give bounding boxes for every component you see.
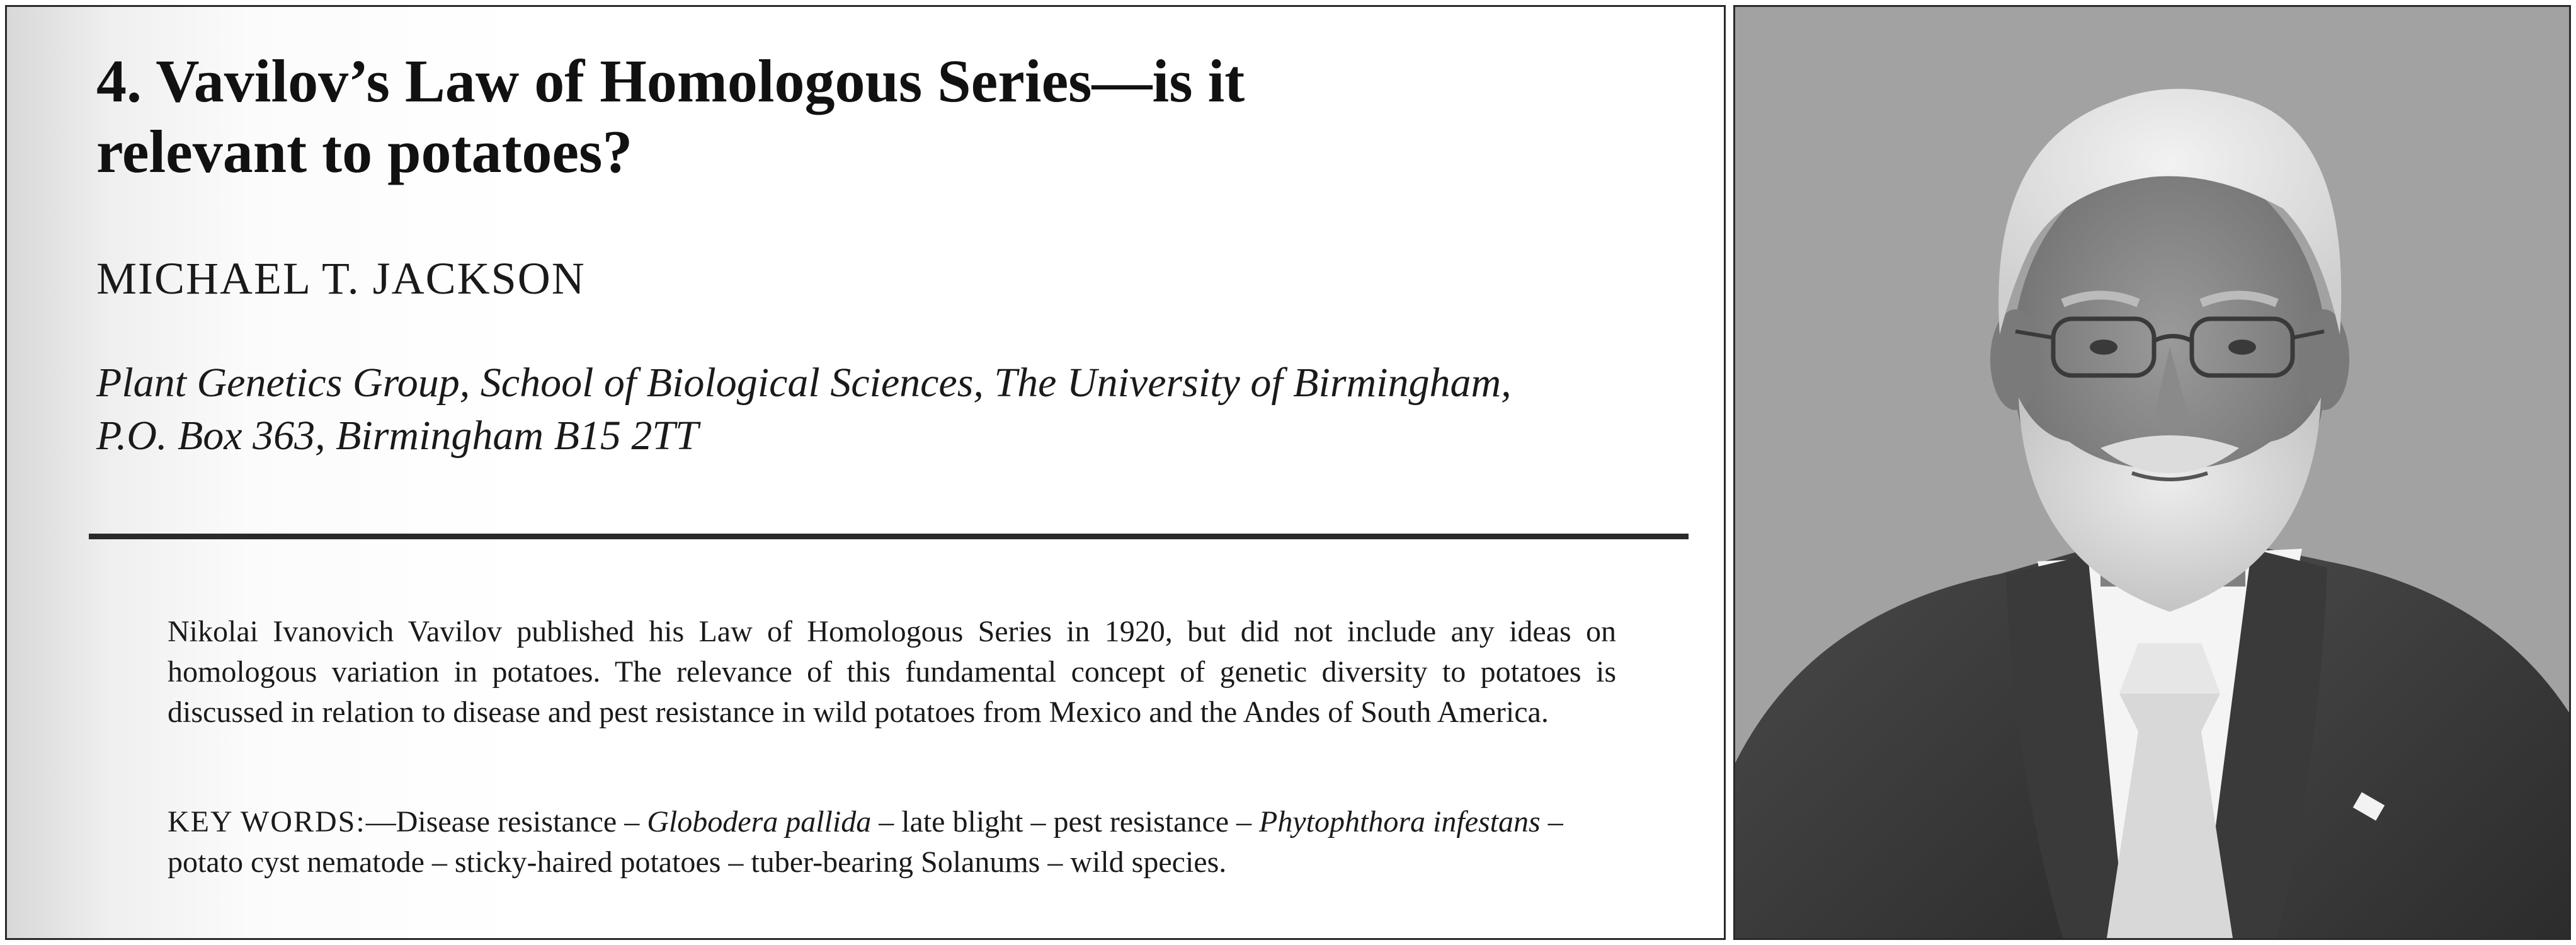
keywords-label: KEY WORDS:: [168, 805, 366, 839]
eye-left: [2090, 340, 2117, 355]
author-name: MICHAEL T. JACKSON: [96, 253, 586, 304]
title-line-2: relevant to potatoes?: [96, 118, 633, 185]
ear-left: [1990, 309, 2041, 410]
keywords-text-1: —Disease resistance –: [365, 805, 647, 839]
keywords-text-3: – potato cyst nematode – sticky-haired potatoes – tuber-bearing Solanums – wild species.: [168, 805, 1563, 879]
affiliation: [96, 357, 1684, 462]
keywords: [168, 802, 1616, 883]
keywords-species-2: Phytophthora infestans: [1259, 805, 1541, 839]
abstract-text: Nikolai Ivanovich Vavilov published his Law of Homologous Series in 1920, but did not include any ideas on homologous variation in potatoes. The relevance of this fundamental concept of genetic diversity to potatoes is discussed in relation to disease and pest resistance in wild potatoes from Mexico and the Andes of South America.: [168, 615, 1616, 729]
horizontal-rule: [89, 534, 1689, 539]
author-portrait: [1733, 5, 2571, 940]
keywords-species-1: Globodera pallida: [647, 805, 872, 839]
paper-title: [96, 46, 1684, 187]
affiliation-line-2: P.O. Box 363, Birmingham B15 2TT: [96, 413, 698, 459]
eye-right: [2228, 340, 2256, 355]
portrait-illustration: [1735, 7, 2569, 938]
paper-page: [5, 5, 1726, 940]
keywords-text-2: – late blight – pest resistance –: [871, 805, 1260, 839]
title-line-1: 4. Vavilov’s Law of Homologous Series—is it: [96, 47, 1245, 115]
ear-right: [2299, 309, 2349, 410]
affiliation-line-1: Plant Genetics Group, School of Biological Sciences, The University of Birmingham,: [96, 360, 1512, 406]
